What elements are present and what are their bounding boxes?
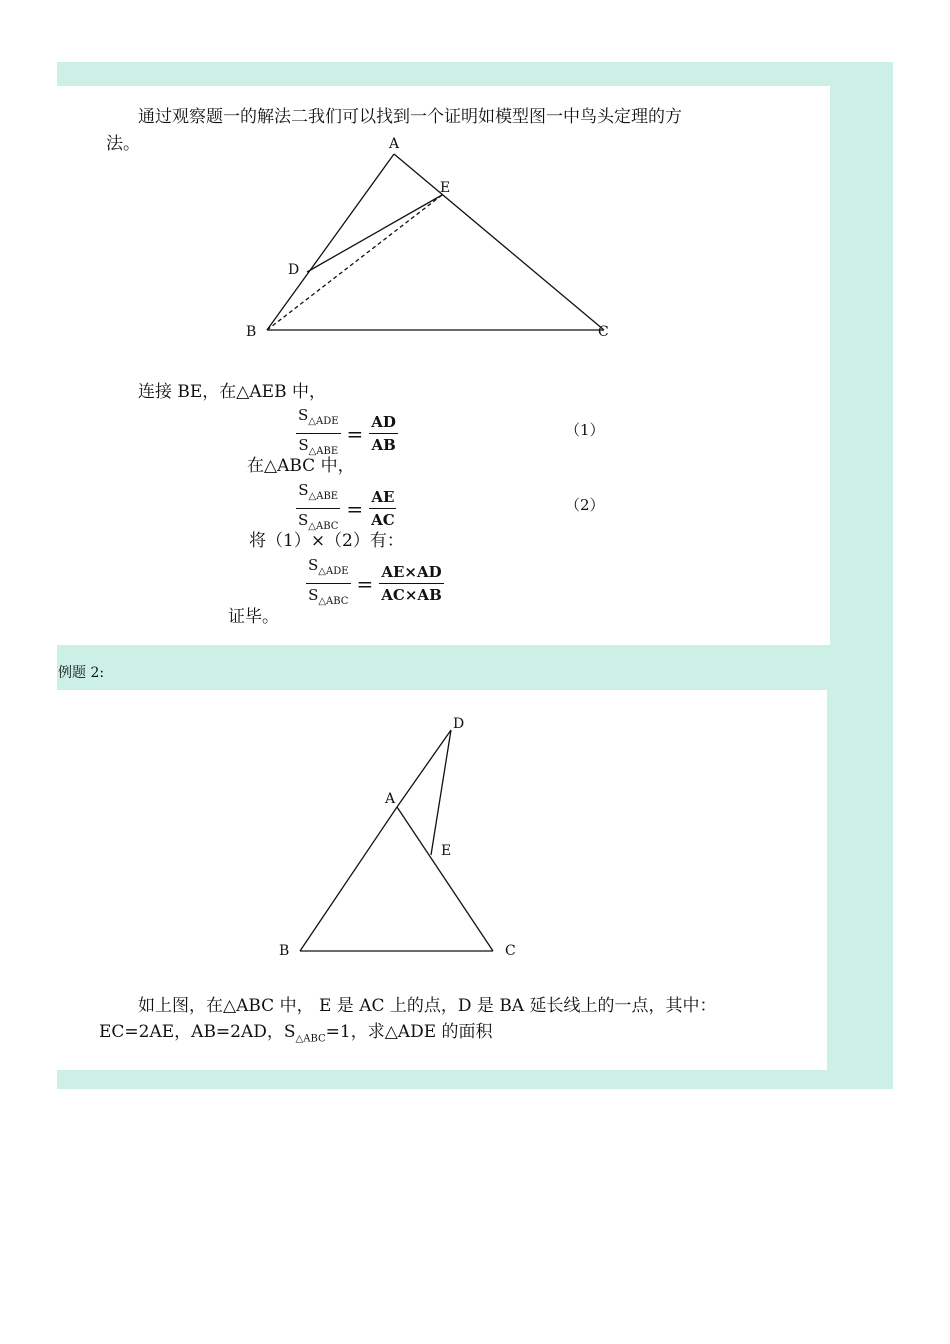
intro-line-1: 通过观察题一的解法二我们可以找到一个证明如模型图一中鸟头定理的方	[138, 107, 682, 127]
problem-line-1: 如上图，在△ABC 中， E 是 AC 上的点，D 是 BA 延长线上的一点，其中：	[138, 996, 717, 1016]
in-abc-text: 在△ABC 中，	[247, 456, 355, 476]
label-b: B	[279, 943, 290, 959]
label-e: E	[441, 843, 452, 859]
label-a: A	[385, 791, 396, 807]
equation-1-tag: （1）	[565, 421, 605, 439]
label-d: D	[288, 262, 300, 278]
equation-1: $\frac{S_{\triangle ADE}}{S_{\triangle ABE}}$ = $\frac{AD}{AB}$	[298, 406, 396, 457]
label-a: A	[389, 136, 400, 152]
equation-2: $\frac{S_{\triangle ABE}}{S_{\triangle ABC}}$ = $\frac{AE}{AC}$	[298, 481, 395, 532]
proof-done-text: 证毕。	[228, 607, 279, 627]
problem-line-2: EC=2AE，AB=2AD，$S_{\triangle ABC}=1$，求△ADE 的面积	[99, 1022, 493, 1045]
multiply-text: 将（1）×（2）有：	[249, 531, 404, 551]
label-d: D	[453, 716, 465, 732]
example-2-label: 例题 2:	[58, 665, 105, 681]
label-c: C	[505, 943, 516, 959]
segment-ac	[397, 807, 493, 951]
intro-line-2: 法。	[106, 134, 140, 154]
segment-ba	[300, 807, 397, 951]
label-c: C	[598, 324, 609, 340]
label-b: B	[246, 324, 257, 340]
connect-be-text: 连接 BE，在△AEB 中，	[138, 382, 326, 402]
equation-2-tag: （2）	[565, 496, 605, 514]
equation-3: $\frac{S_{\triangle ADE}}{S_{\triangle ABC}}$ = $\frac{AE\times AD}{AC\times AB}$	[308, 556, 442, 607]
segment-de	[431, 730, 451, 855]
segment-ad	[397, 730, 451, 807]
label-e: E	[440, 180, 451, 196]
